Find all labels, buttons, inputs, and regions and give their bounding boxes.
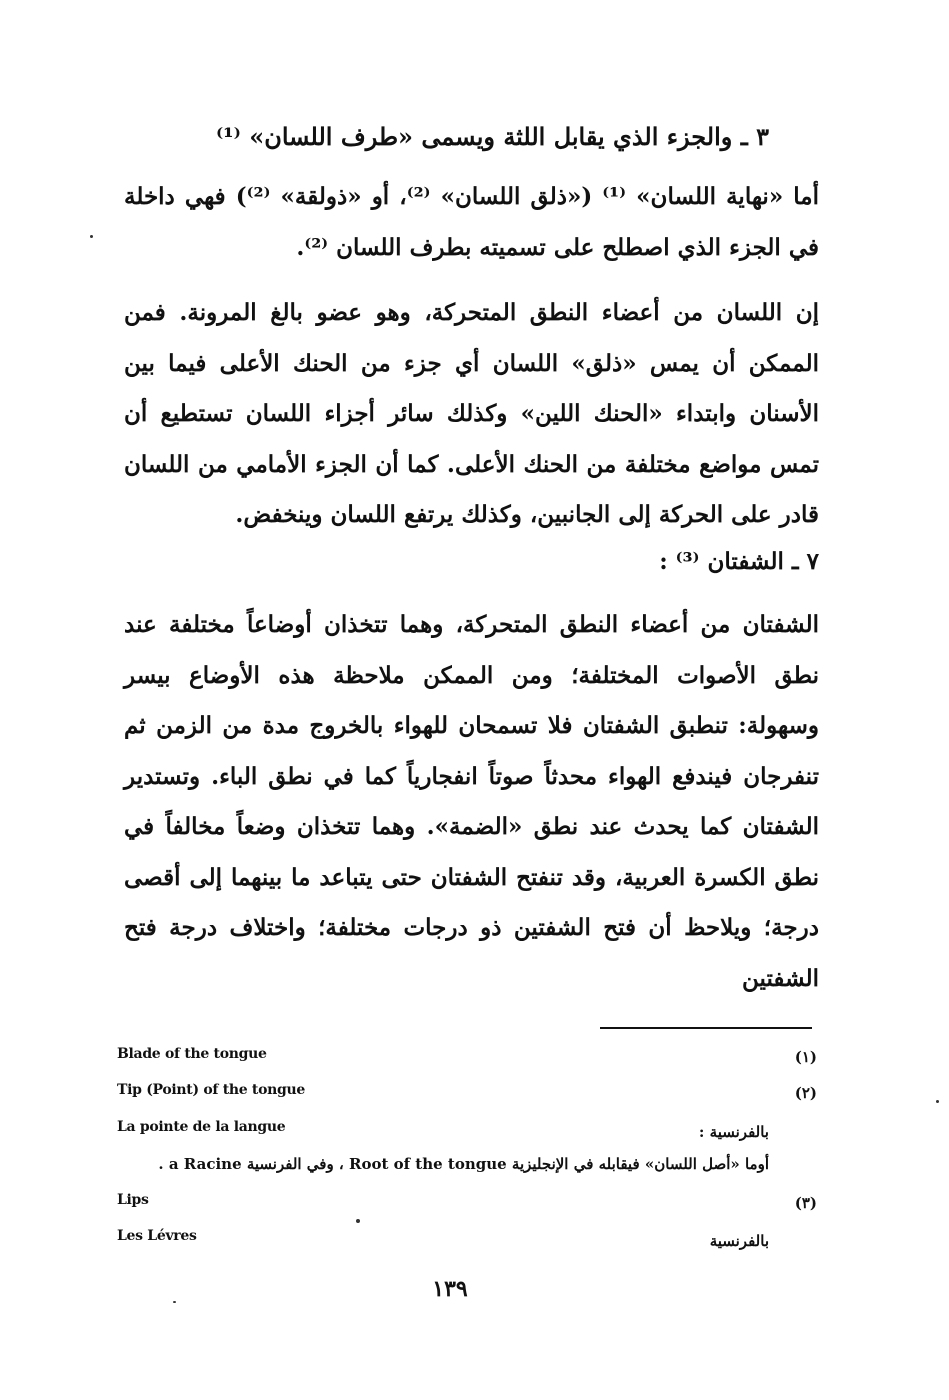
paragraph-tongue-tip: أما «نهاية اللسان» ⁽¹⁾ («ذلق اللسان» ⁽²⁾، أو «ذولقة» ⁽²⁾) فهي داخلة في الجزء الذي اصطلح على تسميته بطرف اللسان ⁽²⁾.: [124, 183, 820, 261]
lips-heading: ٧ ـ الشفتان ⁽³⁾ :: [659, 548, 819, 575]
footnote-3-french-label: بالفرنسية: [709, 1232, 769, 1250]
footnote-3-english: Lips: [117, 1192, 149, 1208]
footnote-3: [117, 1192, 817, 1218]
scan-speck: [356, 1219, 360, 1223]
footnote-2-number: (٢): [794, 1084, 817, 1102]
footnote-1-number: (١): [794, 1048, 817, 1066]
scan-speck: [90, 235, 93, 238]
footnote-3-french-term: Les Lévres: [117, 1228, 197, 1244]
paragraph-lips: الشفتان من أعضاء النطق المتحركة، وهما تتخذان أوضاعاً مختلفة عند نطق الأصوات المختلفة؛ ومن الممكن ملاحظة هذه الأوضاع بيسر وسهولة: تنطبق الشفتان فلا تسمحان للهواء بالخروج مدة من الزمن ثم تنفرجان فيندفع الهواء محدثاً صوتاً انفجارياً كما في نطق الباء. وتستدير الشفتان كما يحدث عند نطق «الضمة». وهما تتخذان وضعاً مخالفاً في نطق الكسرة العربية، وقد تنفتح الشفتان حتى يتباعد ما بينهما إلى أقصى درجة؛ ويلاحظ أن فتح الشفتين ذو درجات مختلفة؛ واختلاف درجة فتح الشفتين: [124, 611, 819, 992]
footnote-2-french: [117, 1119, 817, 1145]
footnote-1-english: Blade of the tongue: [117, 1046, 267, 1062]
section-heading: ٣ ـ والجزء الذي يقابل اللثة ويسمى «طرف اللسان» ⁽¹⁾: [216, 122, 769, 151]
scan-speck: [936, 1100, 939, 1103]
scan-speck: [173, 1301, 176, 1303]
footnote-1: [117, 1046, 817, 1072]
footnote-3-french: [117, 1228, 817, 1254]
page-number: ١٣٩: [432, 1276, 468, 1302]
footnote-divider: [600, 1027, 812, 1029]
footnote-2-root: أوما «أصل اللسان» فيقابله في الإنجليزية Root of the tongue ، وفي الفرنسية a Racine .: [158, 1155, 769, 1173]
footnote-2: [117, 1082, 817, 1108]
footnote-2-french-label: بالفرنسية :: [698, 1123, 769, 1141]
paragraph-tongue-mobility: إن اللسان من أعضاء النطق المتحركة، وهو عضو بالغ المرونة. فمن الممكن أن يمس «ذلق» اللسان أي جزء من الحنك الأعلى فيما بين الأسنان وابتداء «الحنك اللين» وكذلك سائر أجزاء اللسان تستطيع أن تمس مواضع مختلفة من الحنك الأعلى. كما أن الجزء الأمامي من اللسان قادر على الحركة إلى الجانبين، وكذلك يرتفع اللسان وينخفض.: [124, 299, 820, 528]
footnote-3-number: (٣): [794, 1194, 817, 1212]
footnote-2-english: Tip (Point) of the tongue: [117, 1082, 305, 1098]
footnote-2-french-term: La pointe de la langue: [117, 1119, 286, 1135]
